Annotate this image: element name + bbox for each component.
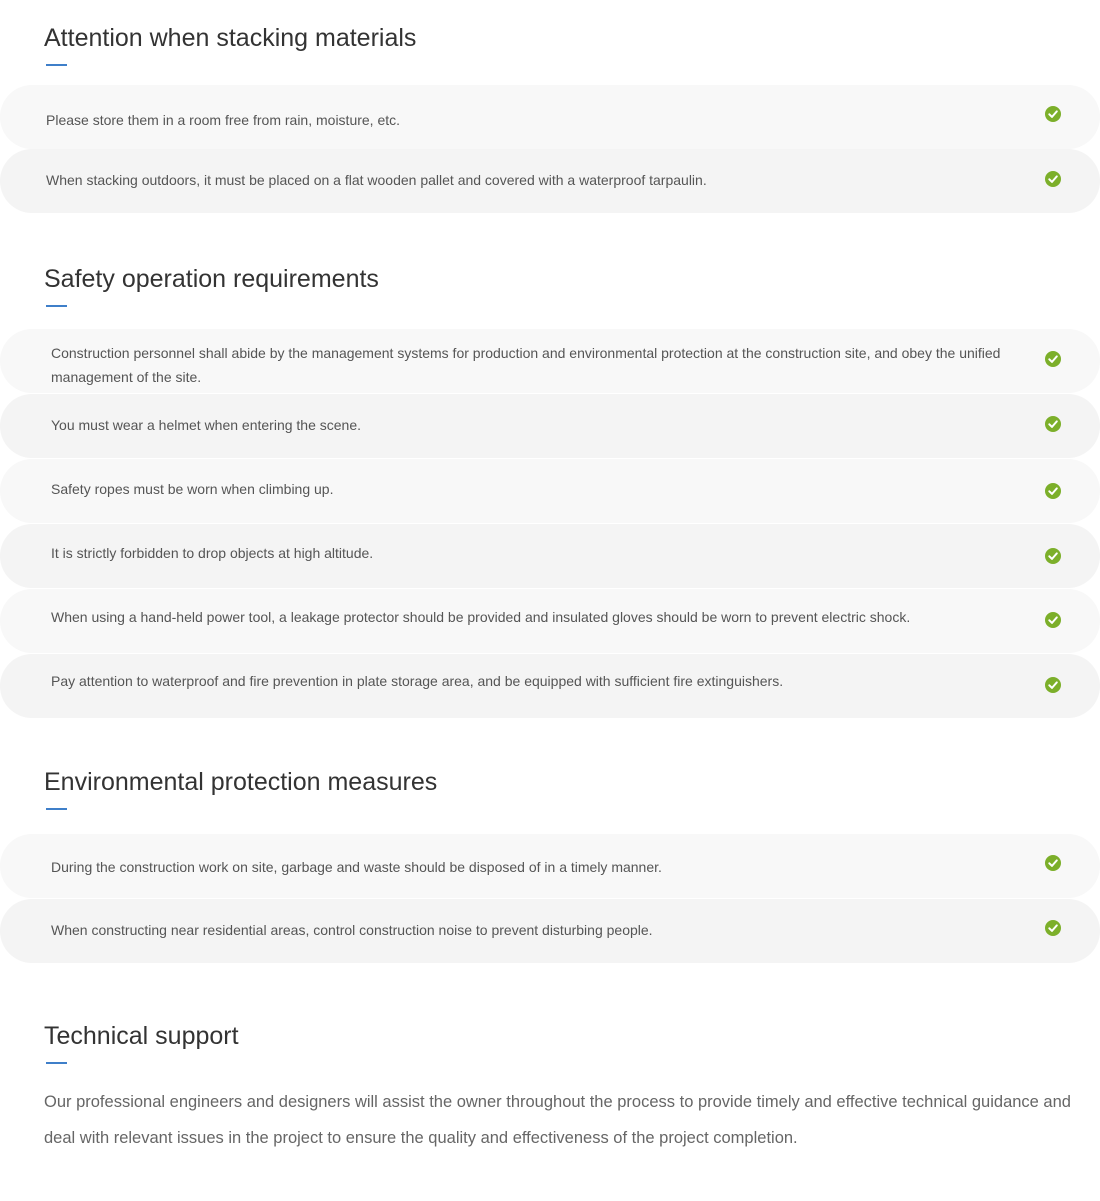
- title-underline: [46, 808, 67, 810]
- list-item-text: Safety ropes must be worn when climbing up.: [51, 481, 334, 497]
- check-circle-icon: [1045, 855, 1061, 871]
- section-title: Environmental protection measures: [44, 768, 438, 796]
- list-item: [0, 149, 1100, 213]
- list-item: [0, 329, 1100, 393]
- list-item: [0, 654, 1100, 718]
- check-circle-icon: [1045, 483, 1061, 499]
- list-item: [0, 589, 1100, 653]
- list-item: [0, 459, 1100, 523]
- check-circle-icon: [1045, 677, 1061, 693]
- title-underline: [46, 1062, 67, 1064]
- technical-support-paragraph: Our professional engineers and designers will assist the owner throughout the process to provide timely and effective technical guidance and deal with relevant issues in the project to ensure the quality and effectiveness of the project completion.: [44, 1093, 1071, 1147]
- section-title: Attention when stacking materials: [44, 24, 417, 52]
- list-item-text: Pay attention to waterproof and fire prevention in plate storage area, and be equipped with sufficient fire extinguishers.: [51, 673, 784, 689]
- check-circle-icon: [1045, 548, 1061, 564]
- list-item-text: When using a hand-held power tool, a leakage protector should be provided and insulated gloves should be worn to prevent electric shock.: [51, 609, 911, 625]
- list-item-text: When constructing near residential areas, control construction noise to prevent disturbing people.: [51, 922, 653, 938]
- list-item-text: Please store them in a room free from rain, moisture, etc.: [46, 112, 401, 128]
- check-circle-icon: [1045, 612, 1061, 628]
- list-item-text: You must wear a helmet when entering the scene.: [51, 417, 362, 433]
- list-item-text: When stacking outdoors, it must be placed on a flat wooden pallet and covered with a waterproof tarpaulin.: [46, 172, 707, 188]
- check-circle-icon: [1045, 351, 1061, 367]
- check-circle-icon: [1045, 171, 1061, 187]
- list-item: [0, 524, 1100, 588]
- list-item-text: Construction personnel shall abide by the management systems for production and environmental protection at the construction site, and obey the unified management of the site.: [51, 345, 1001, 385]
- check-circle-icon: [1045, 920, 1061, 936]
- list-item: [0, 85, 1100, 149]
- section-title: Safety operation requirements: [44, 265, 379, 293]
- list-item: [0, 394, 1100, 458]
- list-item-text: It is strictly forbidden to drop objects at high altitude.: [51, 545, 374, 561]
- title-underline: [46, 64, 67, 66]
- check-circle-icon: [1045, 416, 1061, 432]
- check-circle-icon: [1045, 106, 1061, 122]
- list-item: [0, 899, 1100, 963]
- section-title: Technical support: [44, 1022, 239, 1050]
- list-item: [0, 834, 1100, 898]
- title-underline: [46, 305, 67, 307]
- list-item-text: During the construction work on site, garbage and waste should be disposed of in a timely manner.: [51, 859, 662, 875]
